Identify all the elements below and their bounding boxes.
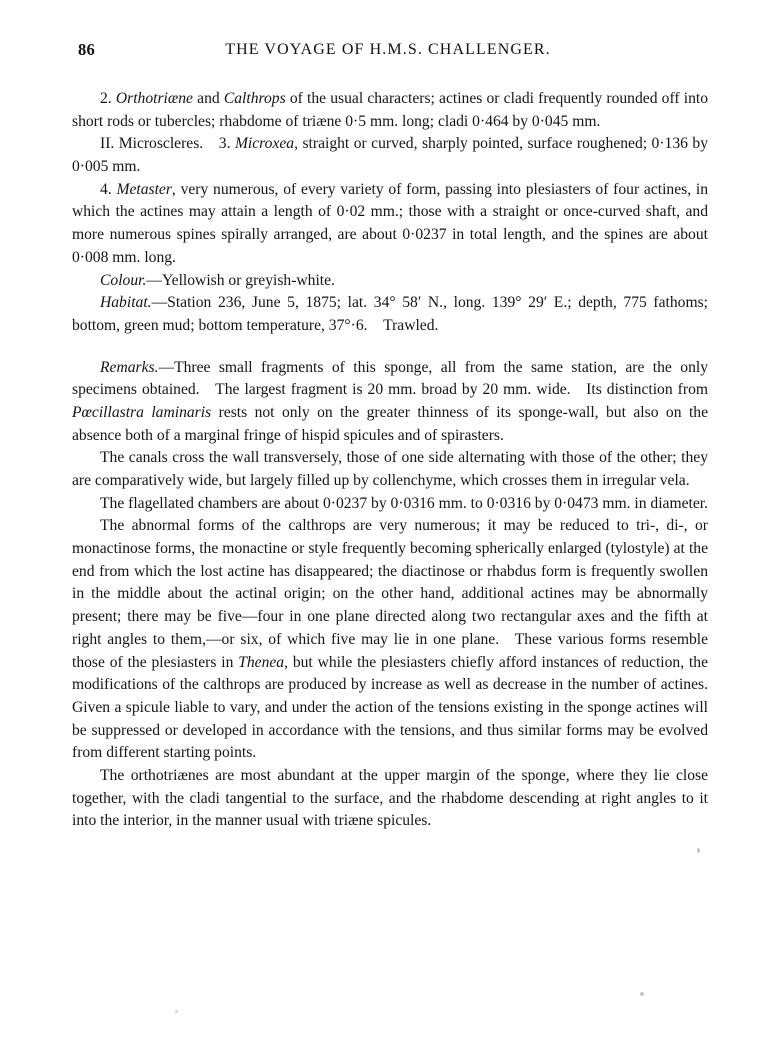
para-canals: The canals cross the wall transversely, those of one side alternating with those of the other; they are comparatively wide, but largely filled up by collenchyme, which crosses them in irregular vela.: [72, 449, 708, 489]
page-header: [0, 40, 776, 64]
para-orthotriaenes-abundant: The orthotriænes are most abundant at the upper margin of the sponge, where they lie close together, with the cladi tangential to the surface, and the rhabdome descending at right angles to it into the interior, in the manner usual with triæne spicules.: [72, 766, 708, 830]
scan-speck: [175, 1010, 178, 1013]
paragraph-spacer: [72, 338, 708, 357]
para-microscleres: II. Microscleres. 3. Microxea, straight or curved, sharply pointed, surface roughened; 0·136 by 0·005 mm.: [72, 135, 708, 176]
para-remarks: Remarks.—Three small fragments of this sponge, all from the same station, are the only specimens obtained. The largest fragment is 20 mm. broad by 20 mm. wide. Its distinction from Pœcillastra laminaris rests not only on the greater thinness of its sponge-wall, but also on the absence both of a marginal fringe of hispid spicules and of spirasters.: [72, 358, 708, 444]
scan-speck: [697, 848, 700, 853]
page-number: 86: [78, 40, 95, 59]
body-text-column: [72, 88, 708, 833]
para-colour: Colour.—Yellowish or greyish-white.: [100, 271, 335, 289]
scan-speck: [640, 992, 644, 996]
para-metaster: 4. Metaster, very numerous, of every variety of form, passing into plesiasters of four actines, in which the actines may attain a length of 0·02 mm.; those with a straight or once-curved shaft, and more numerous spines spirally arranged, are about 0·0237 in total length, and the spines are about 0·008 mm. long.: [72, 180, 709, 266]
para-orthotriaene: 2. Orthotriæne and Calthrops of the usual characters; actines or cladi frequently rounded off into short rods or tubercles; rhabdome of triæne 0·5 mm. long; cladi 0·464 by 0·045 mm.: [72, 90, 709, 130]
para-habitat: Habitat.—Station 236, June 5, 1875; lat. 34° 58′ N., long. 139° 29′ E.; depth, 775 fathoms; bottom, green mud; bottom temperature, 37°·6. Trawled.: [72, 294, 708, 334]
para-abnormal-forms: The abnormal forms of the calthrops are very numerous; it may be reduced to tri-, di-, or monactinose forms, the monactine or style frequently becoming spherically enlarged (tylostyle) at the end from which the lost actine has disappeared; the diactinose or rhabdus form is frequently swollen in the middle about the actinal origin; on the other hand, additional actines may be abnormally present; there may be five—four in one plane directed along two rectangular axes and the fifth at right angles to them,—or six, of which five may lie in one plane. These various forms resemble those of the plesiasters in Thenea, but while the plesiasters chiefly afford instances of reduction, the modifications of the calthrops are produced by increase as well as decrease in the number of actines. Given a spicule liable to vary, and under the action of the tensions existing in the sponge actines will be suppressed or developed in accordance with the tensions, and thus similar forms may be evolved from different starting points.: [72, 517, 708, 762]
para-flagellated-chambers: The flagellated chambers are about 0·0237 by 0·0316 mm. to 0·0316 by 0·0473 mm. in diameter.: [100, 494, 709, 512]
running-title: THE VOYAGE OF H.M.S. CHALLENGER.: [225, 41, 551, 58]
